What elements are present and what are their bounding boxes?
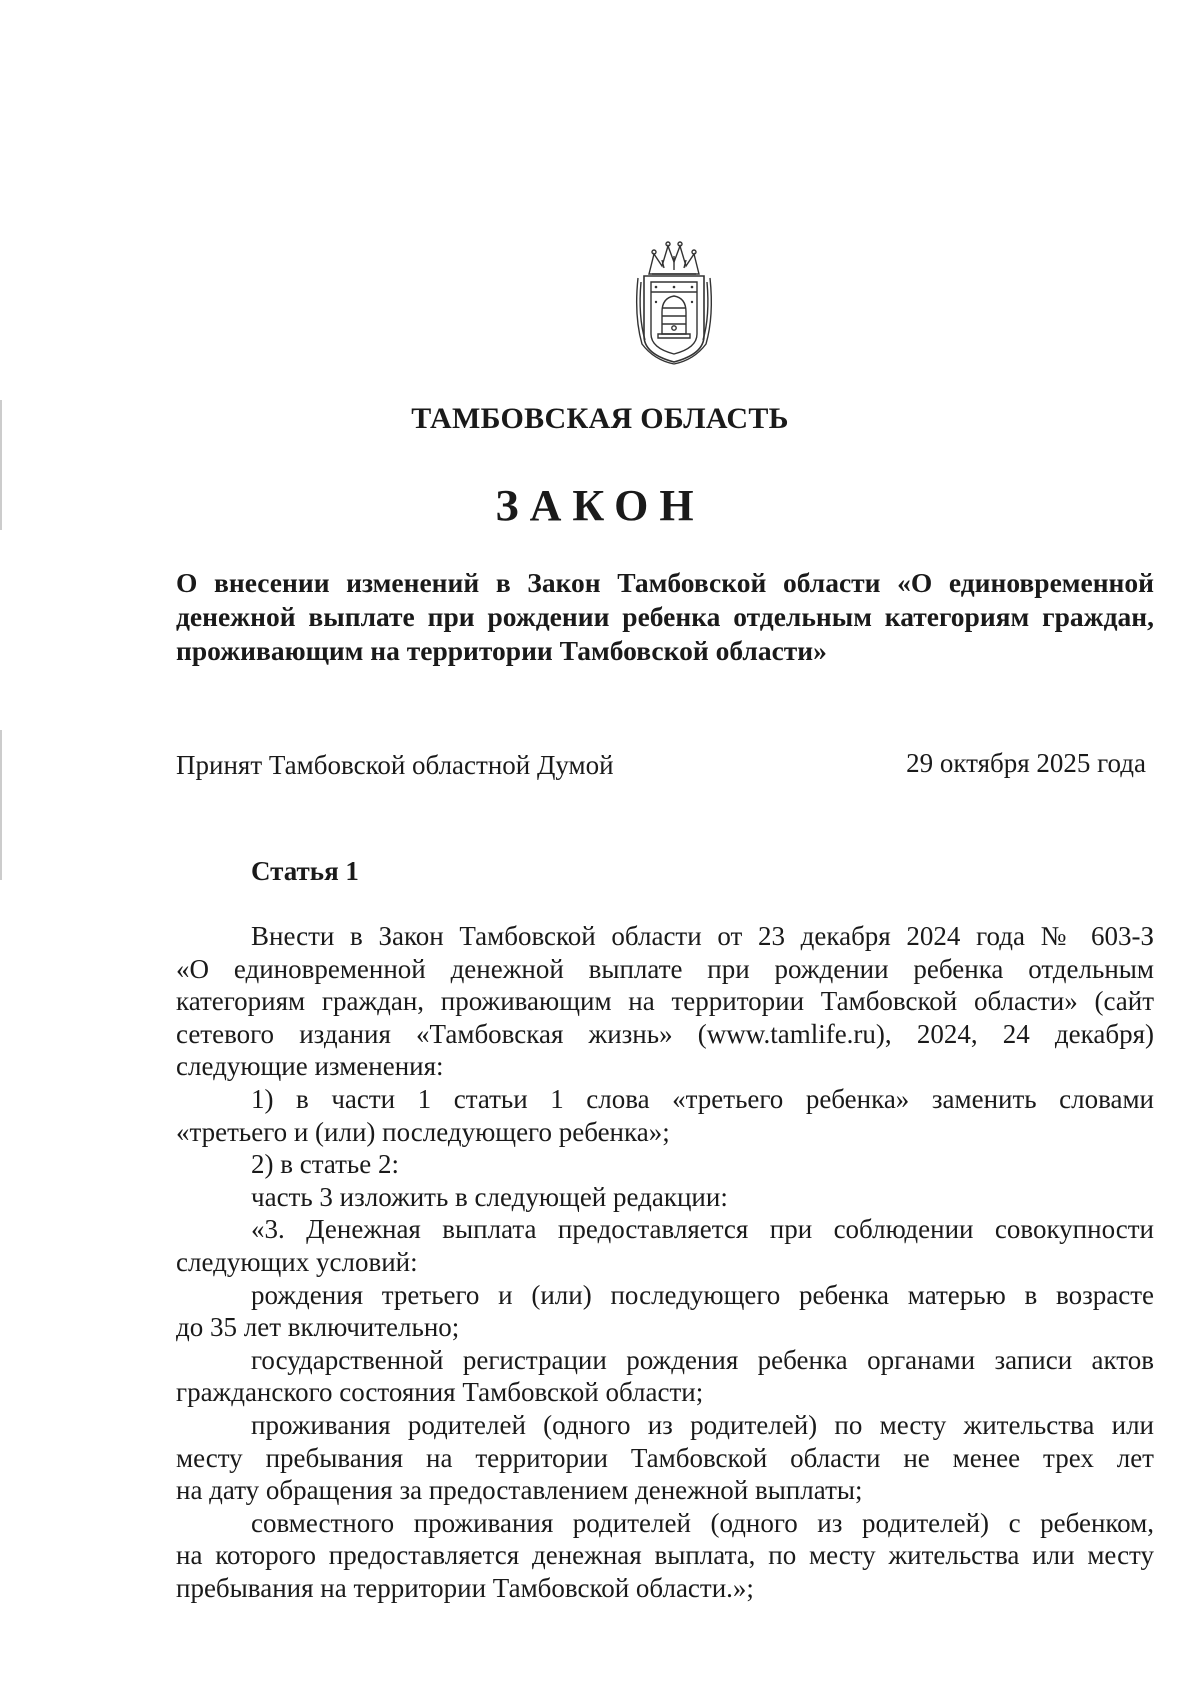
adoption-date: 29 октября 2025 года (906, 748, 1146, 778)
article-line: «О единовременной денежной выплате при рождении ребенка отдельным (176, 953, 1154, 984)
article-heading: Статья 1 (251, 856, 359, 886)
article-line: на дату обращения за предоставлением денежной выплаты; (176, 1475, 863, 1506)
document-type-title: ЗАКОН (495, 481, 705, 530)
article-line: Внести в Закон Тамбовской области от 23 декабря 2024 года № 603-З (251, 921, 1154, 951)
article-line: следующих условий: (176, 1246, 418, 1277)
adopted-by: Принят Тамбовской областной Думой (176, 750, 614, 780)
article-line: на которого предоставляется денежная выплата, по месту жительства или месту (176, 1540, 1154, 1571)
law-subject (176, 566, 1154, 668)
article-line: сетевого издания «Тамбовская жизнь» (www.tamlife.ru), 2024, 24 декабря) (176, 1018, 1154, 1049)
article-line: гражданского состояния Тамбовской области; (176, 1377, 704, 1408)
article-line: пребывания на территории Тамбовской области.»; (176, 1572, 754, 1603)
article-line: рождения третьего и (или) последующего ребенка матерью в возрасте (251, 1279, 1154, 1310)
region-title: ТАМБОВСКАЯ ОБЛАСТЬ (411, 402, 789, 435)
article-line: следующие изменения: (176, 1051, 444, 1082)
article-line: проживания родителей (одного из родителей) по месту жительства или (251, 1409, 1154, 1440)
article-line: «3. Денежная выплата предоставляется при соблюдении совокупности (251, 1214, 1154, 1245)
article-body (176, 920, 1154, 1604)
tambov-coat-of-arms-icon (624, 236, 724, 366)
law-subject-line: О внесении изменений в Закон Тамбовской области «О единовременной (176, 567, 1154, 598)
article-line: 1) в части 1 статьи 1 слова «третьего ребенка» заменить словами (251, 1083, 1154, 1114)
article-line: «третьего и (или) последующего ребенка»; (176, 1116, 670, 1147)
article-line: совместного проживания родителей (одного из родителей) с ребенком, (251, 1507, 1154, 1538)
law-subject-line: проживающим на территории Тамбовской области» (176, 635, 827, 666)
article-line: государственной регистрации рождения ребенка органами записи актов (251, 1344, 1154, 1375)
article-line: категориям граждан, проживающим на территории Тамбовской области» (сайт (176, 986, 1154, 1017)
scan-edge-mark (0, 730, 2, 880)
article-line: часть 3 изложить в следующей редакции: (251, 1181, 728, 1212)
article-line: до 35 лет включительно; (176, 1312, 460, 1343)
article-line: месту пребывания на территории Тамбовской области не менее трех лет (176, 1442, 1154, 1473)
law-subject-line: денежной выплате при рождении ребенка отдельным категориям граждан, (176, 601, 1154, 632)
article-line: 2) в статье 2: (251, 1149, 399, 1180)
